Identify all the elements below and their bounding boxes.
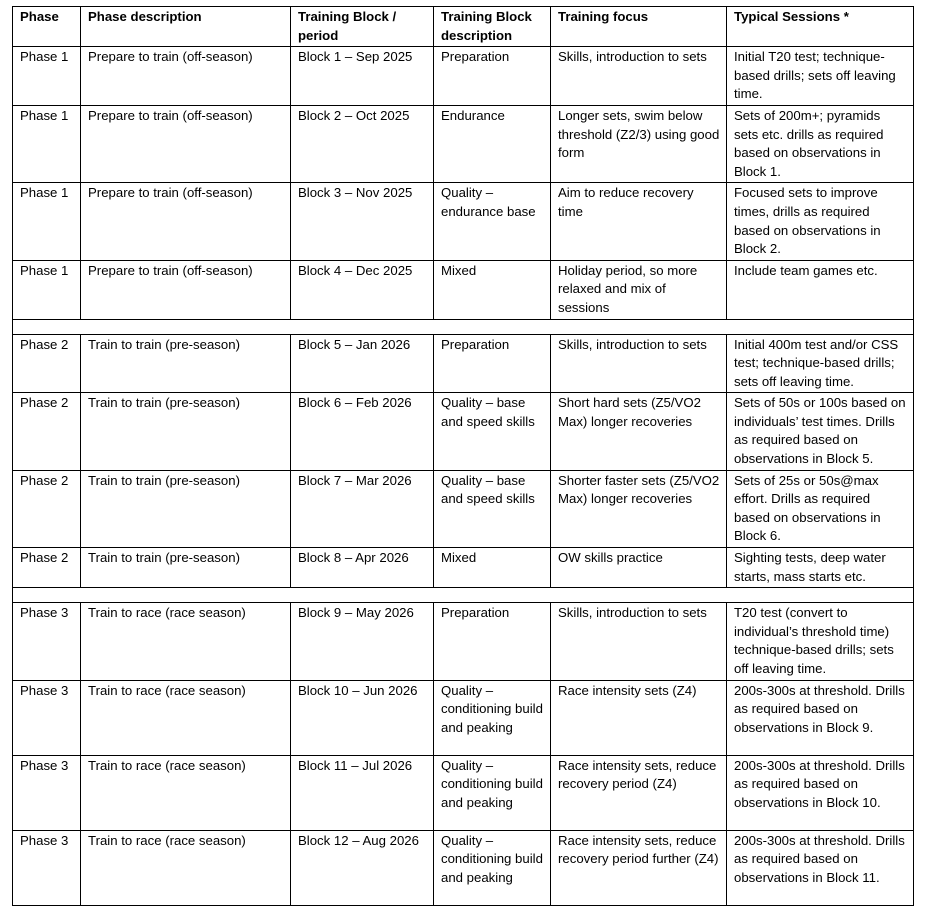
phase-description-cell: Train to race (race season): [81, 680, 291, 755]
training-block-cell: Block 4 – Dec 2025: [291, 260, 434, 319]
typical-sessions-cell: Initial 400m test and/or CSS test; technique-based drills; sets off leaving time.: [727, 334, 914, 393]
separator-cell: [13, 588, 914, 603]
training-focus-cell: Longer sets, swim below threshold (Z2/3) using good form: [551, 105, 727, 182]
typical-sessions-cell: Sets of 25s or 50s@max effort. Drills as required based on observations in Block 6.: [727, 470, 914, 547]
block-description-cell: Quality – base and speed skills: [434, 470, 551, 547]
table-row: [13, 393, 914, 470]
block-description-cell: Preparation: [434, 47, 551, 106]
block-description-cell: Mixed: [434, 548, 551, 588]
header-typical-sessions: Typical Sessions *: [727, 7, 914, 47]
phase-cell: Phase 1: [13, 47, 81, 106]
phase-separator-row: [13, 319, 914, 334]
phase-description-cell: Train to train (pre-season): [81, 334, 291, 393]
typical-sessions-cell: Include team games etc.: [727, 260, 914, 319]
table-row: [13, 548, 914, 588]
table-row: [13, 105, 914, 182]
block-description-cell: Quality – conditioning build and peaking: [434, 830, 551, 905]
block-description-cell: Mixed: [434, 260, 551, 319]
separator-cell: [13, 319, 914, 334]
training-focus-cell: Race intensity sets (Z4): [551, 680, 727, 755]
typical-sessions-cell: Initial T20 test; technique-based drills; sets off leaving time.: [727, 47, 914, 106]
phase-description-cell: Prepare to train (off-season): [81, 183, 291, 260]
table-row: [13, 47, 914, 106]
training-block-cell: Block 5 – Jan 2026: [291, 334, 434, 393]
block-description-cell: Preparation: [434, 603, 551, 680]
training-focus-cell: Skills, introduction to sets: [551, 47, 727, 106]
training-focus-cell: OW skills practice: [551, 548, 727, 588]
typical-sessions-cell: Sets of 50s or 100s based on individuals’ test times. Drills as required based on observations in Block 5.: [727, 393, 914, 470]
header-row: [13, 7, 914, 47]
table-row: [13, 680, 914, 755]
training-plan-table: [12, 6, 914, 906]
training-block-cell: Block 1 – Sep 2025: [291, 47, 434, 106]
table-row: [13, 260, 914, 319]
typical-sessions-cell: 200s-300s at threshold. Drills as required based on observations in Block 9.: [727, 680, 914, 755]
phase-description-cell: Prepare to train (off-season): [81, 47, 291, 106]
training-block-cell: Block 11 – Jul 2026: [291, 755, 434, 830]
phase-cell: Phase 2: [13, 470, 81, 547]
training-block-cell: Block 7 – Mar 2026: [291, 470, 434, 547]
training-focus-cell: Shorter faster sets (Z5/VO2 Max) longer recoveries: [551, 470, 727, 547]
block-description-cell: Quality – endurance base: [434, 183, 551, 260]
table-row: [13, 830, 914, 905]
table-row: [13, 470, 914, 547]
training-focus-cell: Holiday period, so more relaxed and mix of sessions: [551, 260, 727, 319]
phase-cell: Phase 3: [13, 680, 81, 755]
training-focus-cell: Race intensity sets, reduce recovery period further (Z4): [551, 830, 727, 905]
block-description-cell: Quality – base and speed skills: [434, 393, 551, 470]
block-description-cell: Preparation: [434, 334, 551, 393]
training-focus-cell: Aim to reduce recovery time: [551, 183, 727, 260]
phase-cell: Phase 3: [13, 603, 81, 680]
header-phase-description: Phase description: [81, 7, 291, 47]
phase-description-cell: Train to train (pre-season): [81, 393, 291, 470]
training-block-cell: Block 6 – Feb 2026: [291, 393, 434, 470]
training-focus-cell: Race intensity sets, reduce recovery period (Z4): [551, 755, 727, 830]
typical-sessions-cell: Sets of 200m+; pyramids sets etc. drills as required based on observations in Block 1.: [727, 105, 914, 182]
header-training-block-period: Training Block / period: [291, 7, 434, 47]
typical-sessions-cell: Sighting tests, deep water starts, mass starts etc.: [727, 548, 914, 588]
table-row: [13, 334, 914, 393]
phase-description-cell: Train to race (race season): [81, 755, 291, 830]
phase-description-cell: Prepare to train (off-season): [81, 260, 291, 319]
training-block-cell: Block 12 – Aug 2026: [291, 830, 434, 905]
phase-cell: Phase 2: [13, 334, 81, 393]
header-phase: Phase: [13, 7, 81, 47]
typical-sessions-cell: T20 test (convert to individual’s threshold time) technique-based drills; sets off leaving time.: [727, 603, 914, 680]
phase-cell: Phase 2: [13, 548, 81, 588]
phase-cell: Phase 2: [13, 393, 81, 470]
training-block-cell: Block 9 – May 2026: [291, 603, 434, 680]
phase-cell: Phase 1: [13, 183, 81, 260]
training-block-cell: Block 3 – Nov 2025: [291, 183, 434, 260]
training-block-cell: Block 2 – Oct 2025: [291, 105, 434, 182]
header-training-focus: Training focus: [551, 7, 727, 47]
phase-cell: Phase 3: [13, 830, 81, 905]
header-training-block-description: Training Block description: [434, 7, 551, 47]
training-block-cell: Block 8 – Apr 2026: [291, 548, 434, 588]
phase-cell: Phase 1: [13, 105, 81, 182]
phase-cell: Phase 1: [13, 260, 81, 319]
phase-description-cell: Train to train (pre-season): [81, 470, 291, 547]
table-row: [13, 603, 914, 680]
training-focus-cell: Skills, introduction to sets: [551, 334, 727, 393]
table-row: [13, 183, 914, 260]
phase-cell: Phase 3: [13, 755, 81, 830]
phase-description-cell: Prepare to train (off-season): [81, 105, 291, 182]
block-description-cell: Quality – conditioning build and peaking: [434, 755, 551, 830]
phase-description-cell: Train to race (race season): [81, 603, 291, 680]
table-row: [13, 755, 914, 830]
typical-sessions-cell: Focused sets to improve times, drills as required based on observations in Block 2.: [727, 183, 914, 260]
typical-sessions-cell: 200s-300s at threshold. Drills as required based on observations in Block 10.: [727, 755, 914, 830]
typical-sessions-cell: 200s-300s at threshold. Drills as required based on observations in Block 11.: [727, 830, 914, 905]
training-block-cell: Block 10 – Jun 2026: [291, 680, 434, 755]
phase-separator-row: [13, 588, 914, 603]
block-description-cell: Endurance: [434, 105, 551, 182]
block-description-cell: Quality – conditioning build and peaking: [434, 680, 551, 755]
training-focus-cell: Skills, introduction to sets: [551, 603, 727, 680]
phase-description-cell: Train to race (race season): [81, 830, 291, 905]
training-focus-cell: Short hard sets (Z5/VO2 Max) longer recoveries: [551, 393, 727, 470]
phase-description-cell: Train to train (pre-season): [81, 548, 291, 588]
